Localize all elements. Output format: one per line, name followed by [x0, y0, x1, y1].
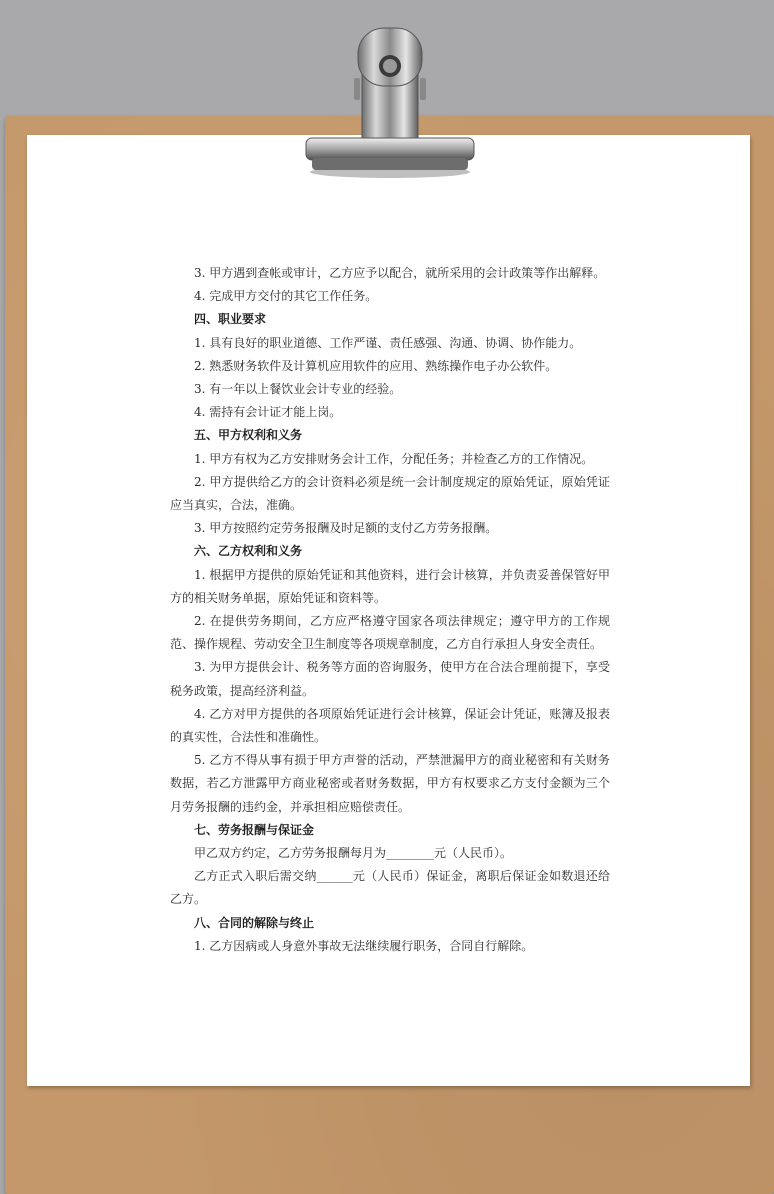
paragraph: 甲乙双方约定，乙方劳务报酬每月为________元（人民币）。: [194, 846, 513, 861]
document-text: [170, 262, 610, 958]
paragraph: 5. 乙方不得从事有损于甲方声誉的活动，严禁泄漏甲方的商业秘密和有关财务数据，若乙方泄露甲方商业秘密或者财务数据，甲方有权要求乙方支付金额为三个月劳务报酬的违约金，并承担相应赔偿责任。: [170, 753, 610, 814]
paragraph: 1. 根据甲方提供的原始凭证和其他资料，进行会计核算，并负责妥善保管好甲方的相关财务单据，原始凭证和资料等。: [170, 567, 610, 605]
paragraph: 2. 甲方提供给乙方的会计资料必须是统一会计制度规定的原始凭证，原始凭证应当真实，合法，准确。: [170, 474, 610, 513]
paragraph: 2. 熟悉财务软件及计算机应用软件的应用、熟练操作电子办公软件。: [194, 358, 558, 373]
paragraph: 4. 乙方对甲方提供的各项原始凭证进行会计核算，保证会计凭证，账簿及报表的真实性，合法性和准确性。: [170, 706, 610, 745]
binder-clip-icon: [300, 20, 480, 180]
section-heading: 六、乙方权利和义务: [194, 544, 303, 559]
paragraph: 1. 乙方因病或人身意外事故无法继续履行职务，合同自行解除。: [194, 938, 534, 953]
paragraph: 3. 甲方按照约定劳务报酬及时足额的支付乙方劳务报酬。: [194, 521, 498, 536]
paragraph: 3. 甲方遇到查帐或审计，乙方应予以配合，就所采用的会计政策等作出解释。: [194, 266, 606, 280]
paragraph: 1. 甲方有权为乙方安排财务会计工作，分配任务；并检查乙方的工作情况。: [194, 451, 594, 466]
paragraph: 3. 为甲方提供会计、税务等方面的咨询服务，使甲方在合法合理前提下，享受税务政策，提高经济利益。: [170, 660, 610, 698]
paragraph: 4. 完成甲方交付的其它工作任务。: [194, 289, 378, 304]
paragraph: 4. 需持有会计证才能上岗。: [194, 405, 342, 420]
paragraph: 1. 具有良好的职业道德、工作严谨、责任感强、沟通、协调、协作能力。: [194, 335, 582, 350]
paragraph: 3. 有一年以上餐饮业会计专业的经验。: [194, 382, 402, 397]
section-heading: 七、劳务报酬与保证金: [194, 822, 315, 837]
section-heading: 五、甲方权利和义务: [194, 428, 303, 443]
paragraph: 2. 在提供劳务期间，乙方应严格遵守国家各项法律规定；遵守甲方的工作规范、操作规程、劳动安全卫生制度等各项规章制度，乙方自行承担人身安全责任。: [170, 614, 610, 652]
paragraph: 乙方正式入职后需交纳______元（人民币）保证金，离职后保证金如数退还给乙方。: [170, 869, 610, 907]
section-heading: 四、职业要求: [194, 312, 267, 327]
section-heading: 八、合同的解除与终止: [194, 915, 315, 930]
